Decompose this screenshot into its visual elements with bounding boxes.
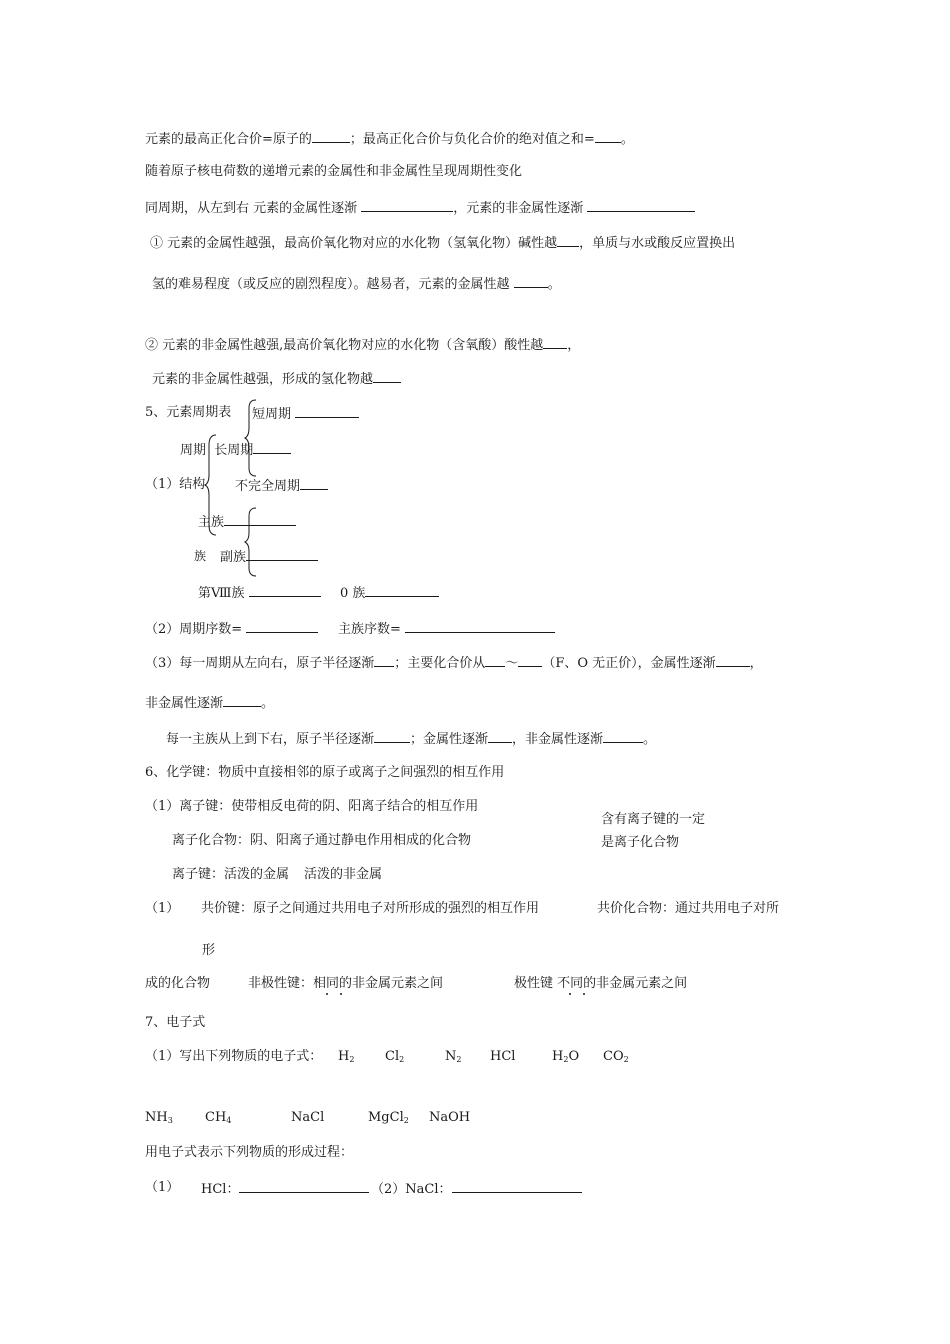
text-line	[180, 441, 291, 459]
text: N	[445, 1049, 457, 1064]
text-line	[145, 1145, 353, 1161]
blank[interactable]	[557, 234, 579, 247]
text: 主族	[198, 515, 225, 530]
formula	[552, 1049, 579, 1068]
text-line	[304, 867, 382, 883]
text: 含有离子键的一定	[601, 812, 706, 827]
text-line	[198, 584, 321, 602]
text: H	[552, 1049, 564, 1064]
text: CH	[205, 1110, 227, 1125]
formula	[291, 1110, 324, 1126]
brace-structure	[204, 433, 218, 537]
text: （1）	[145, 1180, 180, 1195]
blank[interactable]	[485, 654, 505, 667]
text-line	[252, 405, 359, 423]
subscript: 2	[456, 1055, 462, 1064]
text-line	[220, 548, 318, 566]
text-line	[202, 943, 215, 959]
formula	[145, 1110, 173, 1129]
blank[interactable]	[405, 620, 555, 633]
text: 成的化合物	[145, 976, 211, 991]
emphasis-dot	[569, 993, 571, 995]
blank[interactable]	[595, 130, 621, 143]
blank[interactable]	[518, 654, 542, 667]
formula	[429, 1110, 470, 1126]
text: 。	[261, 696, 275, 711]
subscript: 2	[403, 1116, 409, 1125]
text-line	[145, 1180, 179, 1196]
text: ① 元素的金属性越强，最高价氧化物对应的水化物（氢氧化物）碱性越	[150, 236, 558, 251]
text: 不完全周期	[235, 479, 301, 494]
text: 是离子化合物	[601, 835, 680, 850]
text: 每一主族从上到下右，原子半径逐渐	[166, 732, 375, 747]
blank[interactable]	[452, 1180, 582, 1193]
text: 0 族	[340, 586, 366, 601]
blank[interactable]	[374, 654, 394, 667]
text: 用电子式表示下列物质的形成过程：	[145, 1145, 354, 1160]
section-heading	[145, 405, 231, 421]
text-line	[235, 477, 328, 495]
text: 随着原子核电荷数的递增元素的金属性和非金属性呈现周期性变化	[145, 164, 523, 179]
text: ② 元素的非金属性越强,最高价氧化物对应的水化物（含氧酸）酸性越	[145, 338, 544, 353]
blank[interactable]	[373, 370, 401, 383]
blank[interactable]	[300, 477, 328, 490]
text-line	[166, 730, 656, 748]
text: ；最高正化合价与负化合价的绝对值之和=	[349, 132, 595, 147]
text: MgCl	[368, 1110, 404, 1125]
text: 7、电子式	[145, 1015, 206, 1030]
brace-group	[244, 506, 258, 578]
formula	[368, 1110, 409, 1129]
text-line	[371, 1180, 582, 1198]
text: NaOH	[429, 1110, 471, 1125]
formula	[603, 1049, 629, 1068]
text: 元素的非金属性越强，形成的氢化物越	[152, 372, 374, 387]
blank[interactable]	[246, 620, 318, 633]
text: 形	[202, 943, 216, 958]
text: 。	[643, 732, 657, 747]
text: 6、化学键：物质中直接相邻的原子或离子之间强烈的相互作用	[145, 765, 505, 780]
text: （1）写出下列物质的电子式：	[145, 1049, 323, 1064]
text: （3）每一周期从左向右，原子半径逐渐	[145, 656, 375, 671]
text-line	[194, 548, 206, 565]
subscript: 4	[226, 1116, 232, 1125]
blank[interactable]	[239, 1180, 369, 1193]
text: 。	[547, 277, 561, 292]
section-heading	[145, 1015, 205, 1031]
text: （F、O 无正价），金属性逐渐	[542, 656, 716, 671]
text: 5、元素周期表	[145, 405, 232, 420]
text-line	[514, 976, 687, 992]
blank[interactable]	[253, 441, 291, 454]
text-line	[248, 976, 443, 992]
text: 氢的难易程度（或反应的剧烈程度）。越易者，元素的金属性越	[152, 277, 510, 292]
blank[interactable]	[295, 405, 359, 418]
text-line	[145, 199, 695, 217]
text-line	[145, 164, 522, 180]
blank[interactable]	[361, 199, 453, 212]
text: 共价键：原子之间通过共用电子对所形成的强烈的相互作用	[201, 901, 540, 916]
blank[interactable]	[587, 199, 695, 212]
formula	[205, 1110, 231, 1129]
formula	[338, 1049, 354, 1068]
blank[interactable]	[716, 654, 750, 667]
text: ，单质与水或酸反应置换出	[579, 236, 736, 251]
text-line	[201, 1180, 369, 1198]
text: 元素的最高正化合价=原子的	[145, 132, 312, 147]
text-line	[145, 620, 318, 638]
blank[interactable]	[374, 730, 410, 743]
text: 周期	[180, 443, 207, 458]
text-line	[340, 584, 439, 602]
text: ；主要化合价从	[394, 656, 486, 671]
blank[interactable]	[488, 730, 512, 743]
text-line	[145, 694, 274, 712]
formula	[490, 1049, 515, 1065]
text-line	[145, 336, 580, 354]
blank[interactable]	[249, 584, 321, 597]
text-line	[145, 130, 634, 148]
text: ，	[749, 656, 763, 671]
blank[interactable]	[224, 513, 296, 526]
text-line	[172, 867, 289, 883]
side-note	[601, 812, 705, 828]
text-line	[152, 275, 561, 293]
blank[interactable]	[365, 584, 439, 597]
brace-period	[244, 398, 258, 478]
text: 族	[194, 549, 207, 563]
subscript: 2	[563, 1055, 569, 1064]
text: HCl	[490, 1049, 516, 1064]
text: O	[568, 1049, 580, 1064]
text: 活泼的非金属	[304, 867, 383, 882]
section-heading	[145, 765, 504, 781]
emphasis-dot	[583, 993, 585, 995]
text: （2）周期序数=	[145, 622, 243, 637]
text: HCl：	[201, 1182, 240, 1197]
text-line	[201, 901, 539, 917]
text-line	[338, 620, 555, 638]
text-line	[150, 234, 735, 252]
text: 同周期，从左到右 元素的金属性逐渐	[145, 201, 358, 216]
text-line	[172, 833, 471, 849]
text: 主族序数=	[338, 622, 401, 637]
text: 非极性键：相同的非金属元素之间	[248, 976, 444, 991]
text: 副族	[220, 550, 247, 565]
formula	[385, 1049, 404, 1068]
text: NH	[145, 1110, 168, 1125]
blank[interactable]	[223, 694, 261, 707]
text: 长周期	[214, 443, 254, 458]
blank[interactable]	[603, 730, 643, 743]
text: CO	[603, 1049, 624, 1064]
subscript: 2	[399, 1055, 405, 1064]
text-line	[145, 1049, 322, 1065]
text: ，元素的非金属性逐渐	[453, 201, 584, 216]
text: 极性键 不同的非金属元素之间	[514, 976, 688, 991]
text-line	[145, 901, 179, 917]
emphasis-dot	[340, 993, 342, 995]
text: 共价化合物：通过共用电子对所	[597, 901, 780, 916]
side-note	[601, 835, 679, 851]
text: （2）NaCl：	[371, 1182, 452, 1197]
text: ，非金属性逐渐	[512, 732, 604, 747]
text: NaCl	[291, 1110, 325, 1125]
formula	[445, 1049, 461, 1068]
text: ～	[505, 656, 519, 671]
text-line	[597, 901, 779, 917]
blank[interactable]	[543, 336, 567, 349]
text-line	[145, 477, 205, 493]
text: Cl	[385, 1049, 400, 1064]
text: 。	[620, 132, 634, 147]
text: ；金属性逐渐	[410, 732, 489, 747]
subscript: 2	[349, 1055, 355, 1064]
text-line	[145, 799, 478, 815]
text: 非金属性逐渐	[145, 696, 224, 711]
text: 离子化合物：阴、阳离子通过静电作用相成的化合物	[172, 833, 472, 848]
text-line	[152, 370, 401, 388]
text: 短周期	[252, 407, 292, 422]
blank[interactable]	[312, 130, 350, 143]
text-line	[145, 976, 210, 992]
text-line	[145, 654, 763, 672]
text: （1）	[145, 901, 180, 916]
subscript: 3	[167, 1116, 173, 1125]
text: 第Ⅷ族	[198, 586, 245, 601]
text: H	[338, 1049, 350, 1064]
emphasis-dot	[326, 993, 328, 995]
text: （1）离子键：使带相反电荷的阴、阳离子结合的相互作用	[145, 799, 479, 814]
text: （1）结构	[145, 477, 206, 492]
subscript: 2	[623, 1055, 629, 1064]
text: 离子键：活泼的金属	[172, 867, 290, 882]
text: ，	[567, 338, 581, 353]
blank[interactable]	[514, 275, 548, 288]
